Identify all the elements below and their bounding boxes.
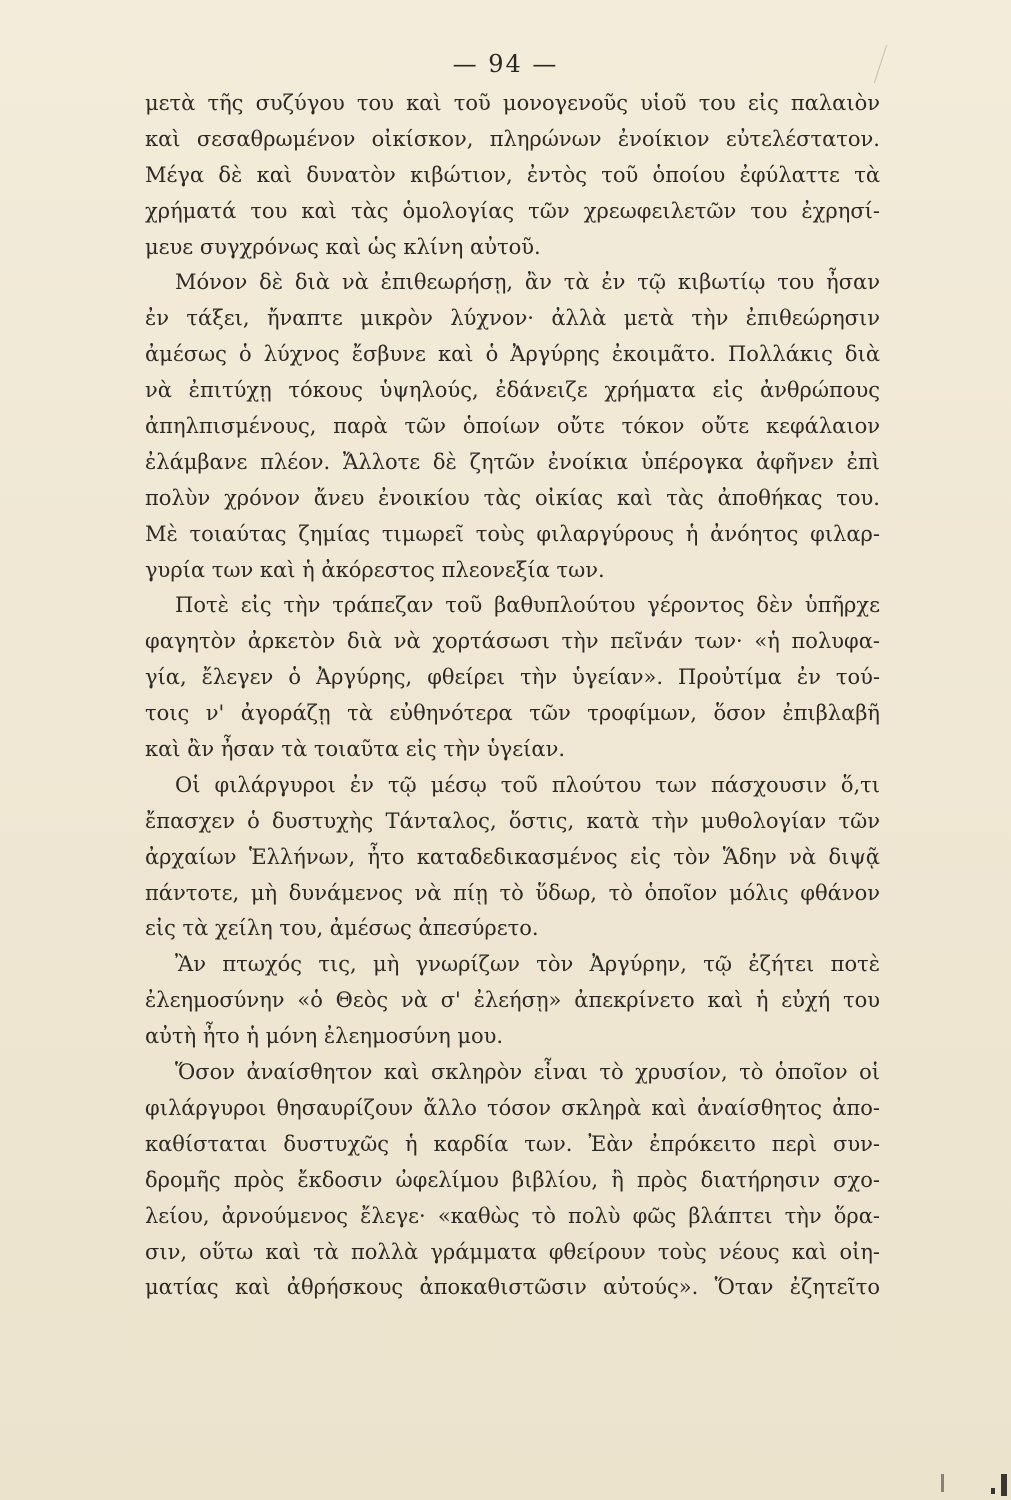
text-line: σιν, οὕτω καὶ τὰ πολλὰ γράμματα φθείρουν τοὺς νέους καὶ οἰη- — [145, 1239, 880, 1264]
text-line: ἀπηλπισμένους, παρὰ τῶν ὁποίων οὔτε τόκον οὔτε κεφάλαιον — [145, 414, 880, 439]
page-number: — 94 — — [452, 50, 559, 78]
text-line: πολὺν χρόνον ἄνευ ἐνοικίου τὰς οἰκίας καὶ τὰς ἀποθήκας του. — [145, 485, 880, 510]
text-line: Μόνον δὲ διὰ νὰ ἐπιθεωρήσῃ, ἂν τὰ ἐν τῷ κιβωτίῳ του ἦσαν — [175, 270, 880, 295]
text-line: φαγητὸν ἀρκετὸν διὰ νὰ χορτάσωσι τὴν πεῖνάν των· «ἡ πολυφα- — [145, 629, 880, 654]
text-line: καὶ ἂν ἦσαν τὰ τοιαῦτα εἰς τὴν ὑγείαν. — [145, 737, 566, 762]
text-line: Οἱ φιλάργυροι ἐν τῷ μέσῳ τοῦ πλούτου των πάσχουσιν ὅ,τι — [175, 772, 880, 797]
text-line: ἀρχαίων Ἑλλήνων, ἦτο καταδεδικασμένος εἰς τὸν Ἅδην νὰ διψᾷ — [145, 844, 880, 869]
text-line: γία, ἔλεγεν ὁ Ἀργύρης, φθείρει τὴν ὑγείαν». Προὐτίμα ἐν τού- — [145, 665, 880, 690]
text-line: δρομῆς πρὸς ἔκδοσιν ὠφελίμου βιβλίου, ἢ πρὸς διατήρησιν σχο- — [145, 1167, 880, 1192]
text-line: ἔπασχεν ὁ δυστυχὴς Τάνταλος, ὅστις, κατὰ τὴν μυθολογίαν τῶν — [145, 808, 880, 833]
body-text — [145, 86, 880, 1306]
text-line: ἐν τάξει, ἤναπτε μικρὸν λύχνον· ἀλλὰ μετὰ τὴν ἐπιθεώρησιν — [145, 306, 880, 331]
text-line: ματίας καὶ ἀθρήσκους ἀποκαθιστῶσιν αὐτούς». Ὅταν ἐζητεῖτο — [145, 1275, 880, 1300]
text-line: φιλάργυροι θησαυρίζουν ἄλλο τόσον σκληρὰ καὶ ἀναίσθητος ἀπο- — [145, 1095, 880, 1120]
text-line: ἐλεημοσύνην «ὁ Θεὸς νὰ σ' ἐλεήσῃ» ἀπεκρίνετο καὶ ἡ εὐχή του — [145, 988, 880, 1013]
text-line: Ὅσον ἀναίσθητον καὶ σκληρὸν εἶναι τὸ χρυσίον, τὸ ὁποῖον οἱ — [175, 1060, 880, 1085]
text-line: εἰς τὰ χείλη του, ἀμέσως ἀπεσύρετο. — [145, 916, 539, 941]
text-line: καὶ σεσαθρωμένον οἰκίσκον, πληρώνων ἐνοίκιον εὐτελέστατον. — [145, 126, 880, 151]
text-line: μετὰ τῆς συζύγου του καὶ τοῦ μονογενοῦς υἱοῦ του εἰς παλαιὸν — [145, 91, 880, 115]
text-line: καθίσταται δυστυχῶς ἡ καρδία των. Ἐὰν ἐπρόκειτο περὶ συν- — [145, 1131, 880, 1156]
text-line: γυρία των καὶ ἡ ἀκόρεστος πλεονεξία των. — [145, 557, 605, 582]
text-line: Ἂν πτωχός τις, μὴ γνωρίζων τὸν Ἀργύρην, τῷ ἐζήτει ποτὲ — [175, 952, 880, 977]
text-line: αὐτὴ ἦτο ἡ μόνη ἐλεημοσύνη μου. — [145, 1024, 504, 1049]
text-line: Μέγα δὲ καὶ δυνατὸν κιβώτιον, ἐντὸς τοῦ ὁποίου ἐφύλαττε τὰ — [145, 162, 880, 187]
text-line: μευε συγχρόνως καὶ ὡς κλίνη αὐτοῦ. — [145, 234, 541, 259]
text-line: τοις ν' ἀγοράζῃ τὰ εὐθηνότερα τῶν τροφίμων, ὅσον ἐπιβλαβῆ — [145, 701, 880, 726]
text-line: χρήματά του καὶ τὰς ὁμολογίας τῶν χρεωφειλετῶν του ἐχρησί- — [145, 198, 880, 223]
text-line: λείου, ἀρνούμενος ἔλεγε· «καθὼς τὸ πολὺ φῶς βλάπτει τὴν ὅρα- — [145, 1203, 880, 1228]
text-line: πάντοτε, μὴ δυνάμενος νὰ πίῃ τὸ ὕδωρ, τὸ ὁποῖον μόλις φθάνον — [145, 880, 880, 905]
text-line: Μὲ τοιαύτας ζημίας τιμωρεῖ τοὺς φιλαργύρους ἡ ἀνόητος φιλαρ- — [145, 521, 880, 546]
page-edge-marks — [921, 1470, 1011, 1500]
text-line: ἀμέσως ὁ λύχνος ἔσβυνε καὶ ὁ Ἀργύρης ἐκοιμᾶτο. Πολλάκις διὰ — [145, 342, 880, 367]
text-line: νὰ ἐπιτύχῃ τόκους ὑψηλούς, ἐδάνειζε χρήματα εἰς ἀνθρώπους — [145, 378, 880, 403]
text-line: Ποτὲ εἰς τὴν τράπεζαν τοῦ βαθυπλούτου γέροντος δὲν ὑπῆρχε — [175, 593, 880, 618]
text-line: ἐλάμβανε πλέον. Ἄλλοτε δὲ ζητῶν ἐνοίκια ὑπέρογκα ἀφῆνεν ἐπὶ — [145, 449, 880, 474]
